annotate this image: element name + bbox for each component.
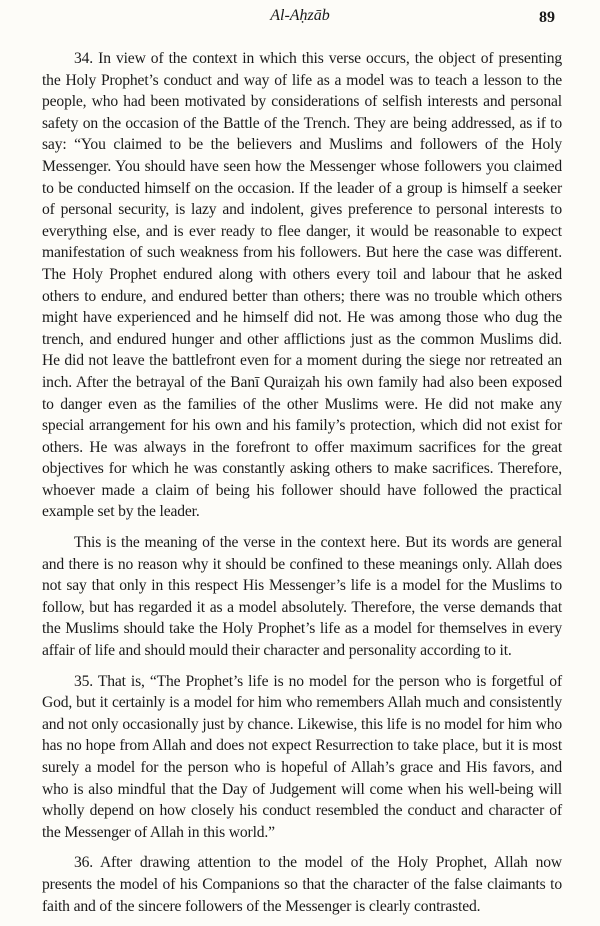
- commentary-body: [42, 48, 562, 926]
- running-header-title: Al-Aḥzāb: [270, 7, 330, 24]
- note-36-paragraph: 36. After drawing attention to the model of the Holy Prophet, Allah now presents the model of his Companions so that the character of the false claimants to faith and of the sincere followers of the Messenger is clearly contrasted.: [42, 854, 562, 915]
- note-34-paragraph: 34. In view of the context in which this verse occurs, the object of presenting the Holy Prophet’s conduct and way of life as a model was to teach a lesson to the people, who had been motivated by considerations of selfish interests and personal safety on the occasion of the Battle of the Trench. They are being addressed, as if to say: “You claimed to be the believers and Muslims and followers of the Holy Messenger. You should have seen how the Messenger whose followers you claimed to be conducted himself on the occasion. If the leader of a group is himself a seeker of personal security, is lazy and indolent, gives preference to personal interests to everything else, and is ever ready to flee danger, it would be reasonable to expect manifestation of such weakness from his followers. But here the case was different. The Holy Prophet endured along with others every toil and labour that he asked others to endure, and endured better than others; there was no trouble which others might have experienced and he himself did not. He was among those who dug the trench, and endured hunger and other afflictions just as the common Muslims did. He did not leave the battlefront even for a moment during the siege nor retreated an inch. After the betrayal of the Banī Quraiẓah his own family had also been exposed to danger even as the families of the other Muslims were. He did not make any special arrangement for his own and his family’s protection, which did not exist for others. He was always in the forefront to offer maximum sacrifices for the great objectives for which he was constantly asking others to make sacrifices. Therefore, whoever made a claim of being his follower should have followed the practical example set by the leader.: [42, 50, 562, 521]
- note-34-continuation-paragraph: This is the meaning of the verse in the context here. But its words are general and there is no reason why it should be confined to these meanings only. Allah does not say that only in this respect His Messenger’s life is a model for the Muslims to follow, but has regarded it as a model absolutely. Therefore, the verse demands that the Muslims should take the Holy Prophet’s life as a model for themselves in every affair of life and should mould their character and personality according to it.: [42, 534, 562, 660]
- page-number: 89: [539, 9, 555, 26]
- note-35-paragraph: 35. That is, “The Prophet’s life is no model for the person who is forgetful of God, but it certainly is a model for him who remembers Allah much and consistently and not only occasionally just by chance. Likewise, this life is no model for him who has no hope from Allah and does not expect Resurrection to take place, but it is most surely a model for the person who is hopeful of Allah’s grace and His favors, and who is also mindful that the Day of Judgement will come when his well-being will wholly depend on how closely his conduct resembled the conduct and character of the Messenger of Allah in this world.”: [42, 672, 562, 841]
